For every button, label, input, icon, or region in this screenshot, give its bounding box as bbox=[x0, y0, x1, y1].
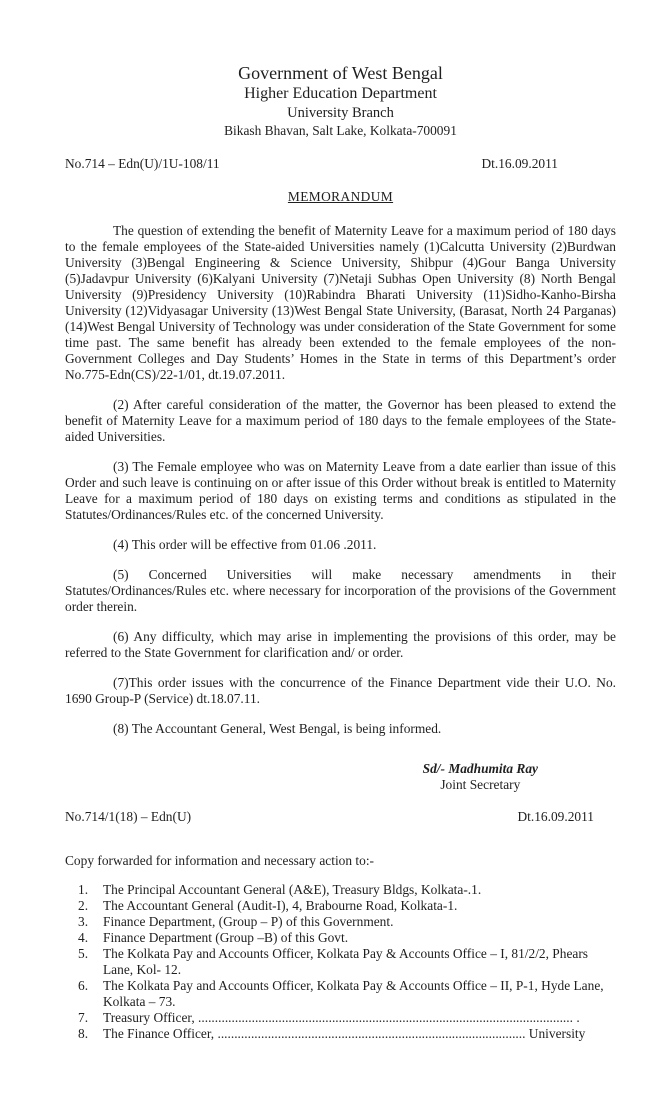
list-item bbox=[65, 882, 616, 898]
list-item-number: 2. bbox=[78, 898, 89, 913]
list-item-number: 3. bbox=[78, 914, 89, 929]
list-item-text: Treasury Officer, ................................................................................................................ . bbox=[103, 1010, 580, 1025]
list-item-number: 4. bbox=[78, 930, 89, 945]
list-item bbox=[65, 898, 616, 914]
address-line: Bikash Bhavan, Salt Lake, Kolkata-700091 bbox=[224, 123, 457, 138]
reference-row bbox=[65, 156, 616, 172]
list-item-text: The Finance Officer, ............................................................................................ University bbox=[103, 1026, 586, 1041]
list-item bbox=[65, 946, 616, 978]
paragraph-8: (8) The Accountant General, West Bengal, is being informed. bbox=[113, 721, 442, 736]
list-item-number: 8. bbox=[78, 1026, 89, 1041]
forward-reference-row bbox=[65, 809, 616, 825]
government-title: Government of West Bengal bbox=[238, 63, 443, 83]
paragraph-1: The question of extending the benefit of Maternity Leave for a maximum period of 180 days to the female employees of the State-aided Universities namely (1)Calcutta University (2)Burdwan University (3)Bengal Engineering & Science University, Shibpur (4)Gour Banga University (5)Jadavpur University (6)Kalyani University (7)Netaji Subhas Open University (8) North Bengal University (9)Presidency University (10)Rabindra Bharati University (11)Sidho-Kanho-Birsha University (12)Vidyasagar University (13)West Bengal State University, (Barasat, North 24 Parganas) (14)West Bengal University of Technology was under consideration of the State Government for some time past. The same benefit has already been extended to the female employees of the non-Government Colleges and Day Students’ Homes in the State in terms of this Department’s order No.775-Edn(CS)/22-1/01, dt.19.07.2011. bbox=[65, 223, 616, 382]
list-item-text: The Kolkata Pay and Accounts Officer, Kolkata Pay & Accounts Office – I, 81/2/2, Phears Lane, Kol- 12. bbox=[103, 946, 589, 977]
paragraph-3: (3) The Female employee who was on Maternity Leave from a date earlier than issue of this Order and such leave is continuing on or after issue of this Order without break is entitled to Maternity Leave for a maximum period of 180 days on existing terms and conditions as stipulated in the Statutes/Ordinances/Rules etc. of the concerned University. bbox=[65, 459, 616, 522]
list-item-number: 6. bbox=[78, 978, 89, 993]
paragraph-6: (6) Any difficulty, which may arise in implementing the provisions of this order, may be referred to the State Government for clarification and/ or order. bbox=[65, 629, 616, 660]
signatory-name: Sd/- Madhumita Ray bbox=[422, 761, 538, 776]
list-item-text: The Kolkata Pay and Accounts Officer, Kolkata Pay & Accounts Office – II, P-1, Hyde Lane, Kolkata – 73. bbox=[103, 978, 604, 1009]
copy-recipient-list bbox=[65, 882, 616, 1042]
branch-title: University Branch bbox=[287, 105, 394, 121]
list-item-text: The Accountant General (Audit-I), 4, Brabourne Road, Kolkata-1. bbox=[103, 898, 458, 913]
list-item bbox=[65, 914, 616, 930]
list-item bbox=[65, 1026, 616, 1042]
list-item bbox=[65, 930, 616, 946]
memo-number: No.714 – Edn(U)/1U-108/11 bbox=[65, 156, 220, 171]
list-item-text: Finance Department (Group –B) of this Govt. bbox=[103, 930, 349, 945]
copy-forwarded-line: Copy forwarded for information and necessary action to:- bbox=[65, 853, 374, 868]
paragraph-7: (7)This order issues with the concurrence of the Finance Department vide their U.O. No. 1690 Group-P (Service) dt.18.07.11. bbox=[65, 675, 616, 706]
department-title: Higher Education Department bbox=[244, 85, 437, 102]
paragraph-5: (5) Concerned Universities will make necessary amendments in their Statutes/Ordinances/Rules etc. where necessary for incorporation of the provisions of the Government order therein. bbox=[65, 567, 616, 614]
memo-title: MEMORANDUM bbox=[287, 189, 394, 204]
list-item bbox=[65, 1010, 616, 1026]
list-item bbox=[65, 978, 616, 1010]
memo-date: Dt.16.09.2011 bbox=[481, 156, 558, 171]
signature-block bbox=[423, 761, 538, 793]
list-item-text: The Principal Accountant General (A&E), Treasury Bldgs, Kolkata-.1. bbox=[103, 882, 482, 897]
list-item-number: 1. bbox=[78, 882, 89, 897]
signatory-designation: Joint Secretary bbox=[440, 777, 521, 792]
list-item-number: 7. bbox=[78, 1010, 89, 1025]
document-header bbox=[65, 62, 616, 139]
forward-memo-date: Dt.16.09.2011 bbox=[517, 809, 594, 824]
list-item-number: 5. bbox=[78, 946, 89, 961]
paragraph-4: (4) This order will be effective from 01.06 .2011. bbox=[113, 537, 377, 552]
memo-body bbox=[65, 223, 616, 737]
paragraph-2: (2) After careful consideration of the matter, the Governor has been pleased to extend the benefit of Maternity Leave for a maximum period of 180 days to the female employees of the State-aided Universities. bbox=[65, 397, 616, 444]
list-item-text: Finance Department, (Group – P) of this Government. bbox=[103, 914, 394, 929]
forward-memo-number: No.714/1(18) – Edn(U) bbox=[65, 809, 192, 824]
